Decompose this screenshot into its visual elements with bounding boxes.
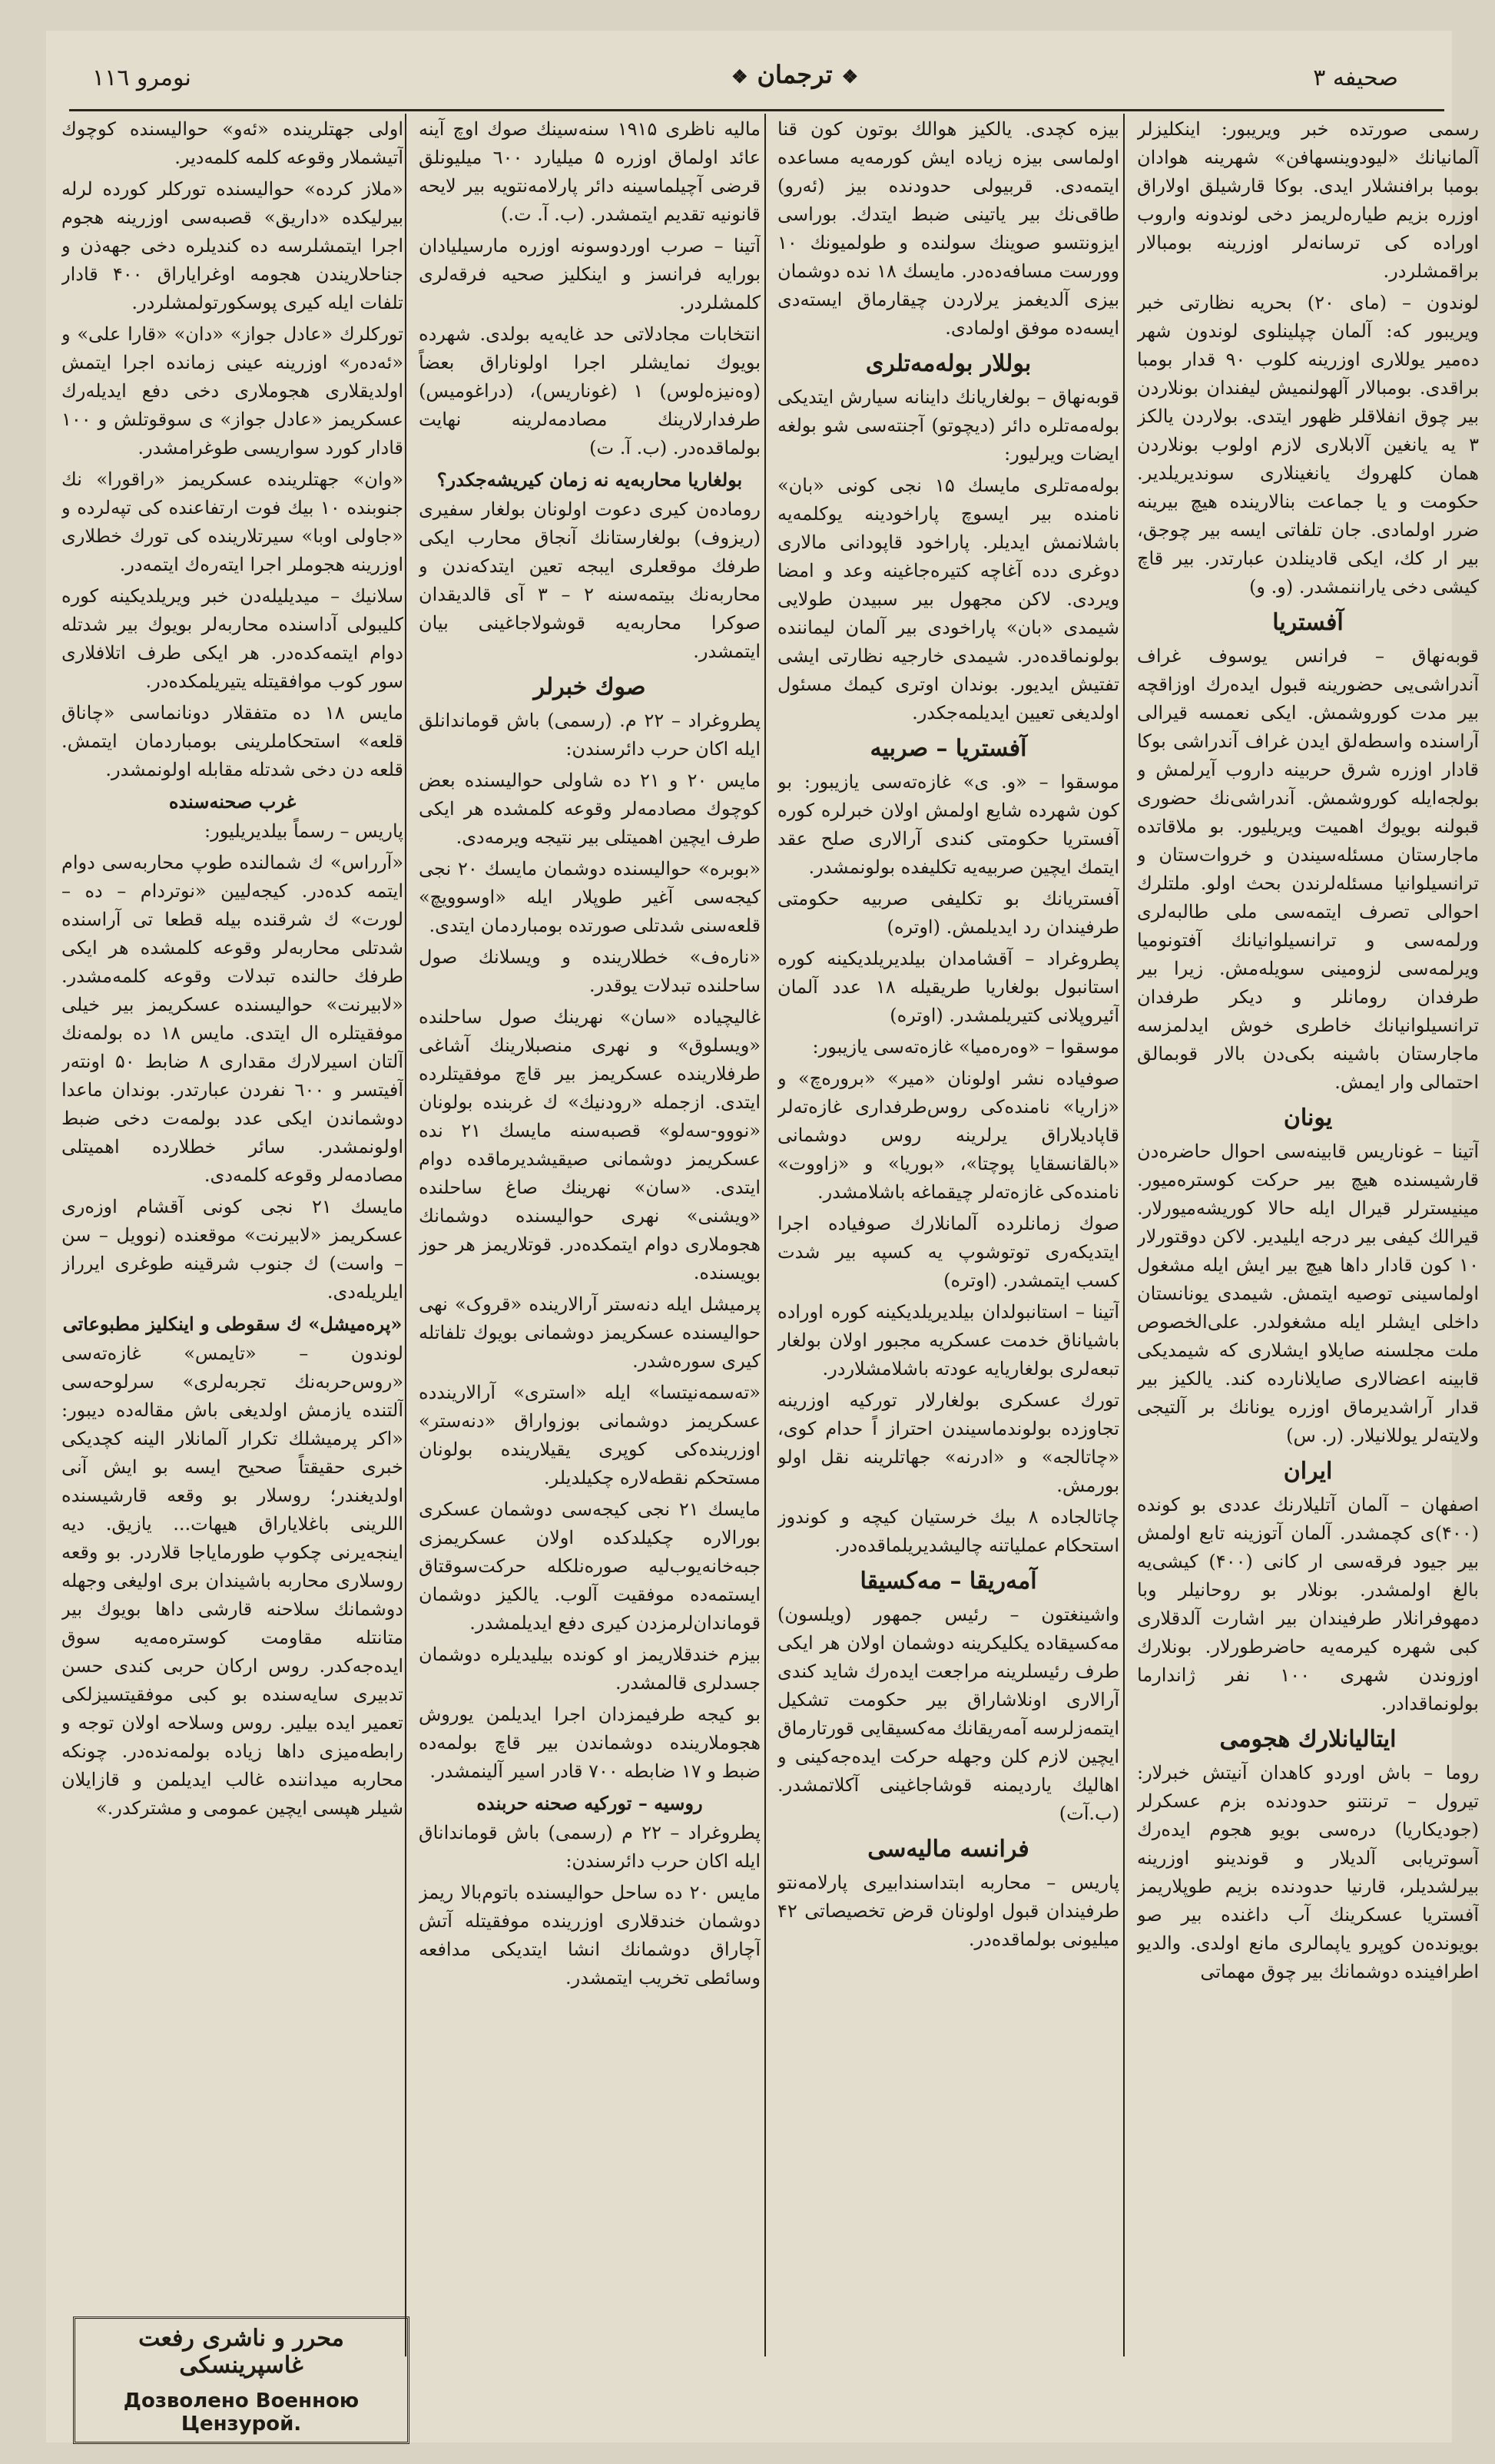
article-paragraph: واشینغتون – رئیس جمهور (ویلسون) مه‌کسیقاده یکلیکرینه دوشمان اولان هر ایکی طرف رئیسلرینه مراجعت ایده‌رك شاید کندی آرالاری اونلاشاراق بیر حکومت تشکیل ایتمه‌زلرسه آمه‌ریقانك مه‌کسیقایی قورتارماق ایچین لازم کلن وجهله حرکت ایده‌جه‌کینی و اهالیك یاردیمنه قوشاجاغینی آکلاتمشدر. (ب.آت) — [777, 1604, 1119, 1824]
article-paragraph: پاریس – رسماً بیلدیریلیور: — [204, 820, 403, 842]
article-paragraph: بو کیجه طرفیمزدان اجرا ایدیلمن یوروش هجوملارینده دوشماندن بیر قاچ بولمه‌ده ضبط و ۱۷ ضابطه ۷۰۰ قادر اسیر آلینمشدر. — [419, 1704, 761, 1782]
article-paragraph: آتینا – صرب اوردوسونه اوزره مارسیلیادان بورایه فرانسز و اینکلیز صحیه فرقه‌لری کلمشلردر. — [419, 235, 761, 313]
column-4 — [61, 115, 403, 2304]
article-paragraph: لوندون – «تایمس» غازه‌ته‌سی «روس‌حربه‌نك تجربه‌لری» سرلوحه‌سی آلتنده یازمش اولدیغی باش مقاله‌ده دیبور: «اکر پرمیشلك تکرار آلمانلار الینه کچدیکی خبری حقیقتاً صحیح ایسه بو ایش آنی اولدیغندر؛ روسلار بو وقعه قارشیسنده اللرینی باغلایاراق هیهات... یازیق. دیه اینجه‌یرنی چکوپ طورمایاجا قلاردر. بو وقعه روسلاری محاربه باشیندان بری اوليغی وجهله دوشمانك سلاحنه قارشی داها بویوك بیر متانتله مقاومت کوستره‌مه‌یه سوق ایده‌جه‌کدر. روس ارکان حربی کندی حسن تدبیری سایه‌سنده بو کبی موفقیتسیزلکی تعمیر ایده بیلیر. روس وسلاحه اولان توجه و رابطه‌میزی داها زیاده بولمه‌نده‌در. چونکه محاربه میداننده غالب ایدیلمن و قازایلان شیلر هپسی ایچین عمومی و مشترکدر.» — [61, 1343, 403, 1819]
article-paragraph: «ناره‌ف» خطلارینده و ویسلانك صول ساحلنده تبدلات یوقدر. — [419, 946, 761, 996]
ornament-icon: ❖ — [731, 65, 748, 88]
article-paragraph: «آرراس» ك شمالنده طوپ محاربه‌سی دوام ایتمه کده‌در. کیجه‌لیین «نوتردام – ده – لورت» ك شرقنده بیله‌ قطعا تی آراسنده شدتلی محاربه‌لر وقوعه کلمشده هر ایکی طرفك حالنده تبدلات وقوعه کلمه‌مشدر. «لابیرنت» حوالیسنده عسکریمز بیر خیلی موفقیتلره ال ایتدی. مایس ۱۸ ده بولمه‌نك آلتان اسیرلارك مقداری ۸ ضابط ۵۰ اونته‌ر آفیتسر و ٦۰۰ نفردن عبارتدر. بوندان ماعدا دوشماندن ایکی عدد بولمه‌ت دخی ضبط اولونمشدر. سائر خطلارده اهمیتلی مصادمه‌لر وقوعه کلمه‌دی. — [61, 852, 403, 1186]
article-paragraph: مالیه ناظری ۱۹۱۵ سنه‌سینك صوك اوچ آینه عائد اولماق اوزره ۵ میلیارد ٦۰۰ میلیونلق قرضی آچیلماسینه دائر پارلامه‌نتویه بیر لایحه قانونیه تقدیم ایتمشدر. (ب. آ. ت.) — [419, 118, 761, 225]
article-paragraph: «ته‌سمه‌نیتسا» ایله «استری» آرالاریندده عسکریمز دوشمانی بوزواراق «دنه‌ستر» اوزرینده‌کی کوپری یقیلارینده بولونان مستحکم نقطه‌لاره چکیلدیلر. — [419, 1382, 761, 1489]
article-heading: آمه‌ریقا – مه‌کسیقا — [860, 1568, 1037, 1595]
article-paragraph: قوبه‌نهاق – بولغاریانك داینانه سیارش ایتدیکی بوله‌مه‌تلره دائر (دیچوتو) آجنته‌سی شو بولغه ایضات ویرلیور: — [777, 386, 1119, 465]
article-paragraph: موسقوا – «وه‌ره‌میا» غازه‌ته‌سی یازیبور: — [812, 1036, 1119, 1058]
article-paragraph: لوندون – (مای ۲۰) بحریه نظارتی خبر ویریبور که: آلمان چپلینلوی لوندون شهر ده‌میر یوللاری اوزرینه کلوب ۹۰ قدار بومبا براقدی. بومبالار آلهولنمیش لیفندان بونلاردن بیر چوق انفلاقلر ظهور ایتدی. بولاردن یالکز ۳ یه یانغین آلابلاری لازم اولوب بونلاردن همان کلهروك یانغینلاری سوندیریلدیر. حکومت و یا جماعت بنالارینده هیچ بیرینه ضرر اولمادی. جان تلفاتی ایسه بیر چوجق، بیر ار کك، ایکی قادینلدن عبارتدر. بیر قاچ کیشی دخی یاراننمشدر. (و. و) — [1137, 292, 1479, 598]
article-paragraph: غالیچیاده «سان» نهرینك صول ساحلنده «ویسلوق» و نهری منصبلارینك آشاغی طرفلارینده عسکریمز بیر قاچ موفقیتلرده ایتدی. ازجمله «رودنیك» ك غربنده بولونان «نووو-سه‌لو» قصبه‌سنه مایسك ۲۱ نده عسکریمز دوشمانی صیقیشدیرماقده دوام ایتدی. «سان» نهرینك صاغ ساحلنده «ویشنی» نهری حواليسنده دوشمانك هجوملاری دوام ایتمکده‌در. قوتلاریمز هر حوز بویسنده. — [419, 1006, 761, 1283]
article-paragraph: روماده‌ن کیری دعوت اولونان بولغار سفیری (ریزوف) بولغارستانك آنجاق محارب ایکی طرفك موقعلری ایبجه تعین ایتدکه‌ندن و محاربه‌نك بیتمه‌سنه ۲ – ۳ آی قالدیقدان صوکرا محاربه‌یه قوشولاجاغینی بیان ایتمشدر. — [419, 498, 761, 662]
issue-number-label: نومرو ۱۱٦ — [92, 65, 191, 91]
header-rule — [69, 109, 1444, 111]
article-paragraph: مایس ۱۸ ده متفقلار دونانماسی «چاناق قلعه» استحکاملرینی بومباردمان ایتمش. قلعه دن دخی شدتله مقابله اولونمشدر. — [61, 702, 403, 780]
article-paragraph: اولی جهتلرینده «ئه‌و» حوالیسنده کوچوك آتیشملار وقوعه کلمه کلمه‌دیر. — [61, 118, 403, 168]
column-divider — [1123, 114, 1125, 2356]
article-heading: «پره‌میشل» ك سقوطی و اینکلیز مطبوعاتی — [62, 1313, 403, 1335]
page-number-label: صحیفه ۳ — [1313, 65, 1398, 91]
article-paragraph: تورك عسکری بولغارلار تورکیه اوزرینه تجاوزده بولوندماسیندن احتراز اً حدام کوی، «چاتالجه» و «ادرنه» جهاتلرینه نقل اولو بورمش. — [777, 1389, 1119, 1496]
article-paragraph: پطروغراد – ۲۲ م. (رسمی) باش قوماندانلق ایله اکان حرب دائرسندن: — [419, 710, 761, 760]
article-heading: آفستریا – صربیه — [870, 735, 1027, 762]
article-heading: بولغاریا محاربه‌یه نه زمان کیریشه‌جکدر؟ — [436, 469, 743, 491]
article-paragraph: پاریس – محاربه ابتداسندابیری پارلامه‌نتو طرفیندان قبول اولونان قرض تخصیصاتی ۴۲ میلیونی بولماقده‌در. — [777, 1872, 1119, 1950]
page-header — [61, 57, 1444, 106]
article-heading: یونان — [1283, 1104, 1333, 1131]
article-heading: ایران — [1283, 1458, 1333, 1485]
article-paragraph: بیزم خندقلاریمز او کونده بیلیدیلره دوشمان جسدلری قالمشدر. — [419, 1644, 761, 1694]
article-heading: صوك خبرلر — [533, 674, 646, 700]
censor-approval-line: Дозволено Военною Цензурой. — [123, 2389, 360, 2436]
article-heading: روسیه – تورکیه صحنه حربنده — [476, 1792, 703, 1814]
article-paragraph: بوله‌مه‌تلری مایسك ۱۵ نجی کونی «بان» نامنده بیر ایسوچ پاراخودینه یوکلمه‌یه باشلانمش ایدیلر. پاراخود قاپودانی مالاری دوغری دده آغاچه کتیره‌جاغینه وعد و امضا ویردی. لاکن مجهول بیر سبیدن طولایی شیمدی «بان» پاراخودی بیر آلمان لیماننده بولونماقده‌در. شیمدی خارجیه نظارتی ایشی تفتیش ایدیور. بوندان اوتری کیمك مسئول اولدیغی تعیین ایدیلمه‌جکدر. — [777, 475, 1119, 724]
imprint-box — [73, 2317, 409, 2444]
article-paragraph: روما – باش اوردو کاهدان آنیتش خبرلار: تیرول – ترنتنو حدودنده بزم عسکرلر (جودیکاریا) دره‌سی بویو هجوم ایده‌رك آسوتریابی آلدیلار و قوندینو اوزرینه بیرلشدیلر، قارنیا حدودنده بزیم طوپلاریمز آفستریا عسکرینك آب داغنده بیر صو بویونده‌ن کوپرو یاپمالری مانع اولدی. والدیو اطرافینده دوشمانك بیر چوق مهماتی — [1137, 1762, 1479, 1982]
article-paragraph: آفستریانك بو تکلیفی صربیه حکومتی طرفیندان رد ایدیلمش. (اوتره) — [777, 888, 1119, 938]
article-paragraph: مایسك ۲۱ نجی کونی آقشام اوزه‌ری عسکریمز «لابیرنت» موقعنده (نوویل – سن – واست) ك جنوب شرقینه طوغری ایرراز ایلریله‌دی. — [61, 1196, 403, 1303]
column-3 — [419, 115, 761, 2358]
article-heading: غرب صحنه‌سنده — [168, 790, 297, 813]
article-paragraph: «بوبره» حوالیسنده دوشمان مایسك ۲۰ نجی کیجه‌سی آغیر طوپلار ایله «اوسوویچ» قلعه‌سنی شدتلی صورتده بومباردمان ایتدی. — [419, 858, 761, 936]
ornament-icon: ❖ — [841, 65, 859, 88]
article-paragraph: اصفهان – آلمان آتلیلارنك عددی بو کونده (۴۰۰)ی کچمشدر. آلمان آتوزینه تابع اولمش بیر جیود فرقه‌سی ار کانی (۴۰۰) کیشی‌یه بالغ اولمشدر. بونلار بو روحانیلر وبا دمهوفرانلار طرفیندان بیر اشارت آلدقلاری کبی شهره کیرمه‌یه حاضرطورلار. بونلارك اوزوندن شهری ۱۰۰ نفر ژاندارما بولونماقدادر. — [1137, 1494, 1479, 1714]
article-heading: ایتالیانلارك هجومی — [1219, 1726, 1397, 1753]
article-paragraph: چاتالجاده ۸ بیك خرستیان کیچه و کوندوز استحکام عملیاتنه چالیشدیریلماقده‌در. — [777, 1506, 1119, 1556]
article-paragraph: آتینا – استانبولدان بیلدیریلدیکینه کوره اوراده باشیاناق خدمت عسکریه مجبور اولان بولغار تبعه‌لری بولغاریایه عودته باشلامشلاردر. — [777, 1301, 1119, 1379]
article-paragraph: موسقوا – «و. ی» غازه‌ته‌سی یازیبور: بو کون شهرده شایع اولمش اولان خبرلره کوره آفستریا حکومتی کندی آرالاری صلح عقد ایتمك ایچین صربیه‌یه تکلیفده بولونمشدر. — [777, 771, 1119, 878]
article-paragraph: صوك زمانلرده آلمانلارك صوفیاده اجرا ایتدیکه‌ری توتوشوپ یه کسپه بیر شدت کسب ایتمشدر. (اوتره) — [777, 1213, 1119, 1291]
article-paragraph: پطروغراد – آقشامدان بیلدیریلدیکینه کوره استانبول بولغاریا طریقیله ۱۸ عدد آلمان آئیروپلانی کتیریلمشدر. (اوتره) — [777, 948, 1119, 1026]
article-paragraph: سلانیك – میدیلیله‌دن خبر ویریلدیکینه کوره کلیبولی آداسنده محاربه‌لر بویوك بیر شدتله دوام ایتمه‌کده‌در. هر ایکی طرف اتلافلاری سور کوب موافقیتله یتیریلمکده‌در. — [61, 585, 403, 692]
article-paragraph: مایس ۲۰ و ۲۱ ده شاولی حوالیسنده بعض کوچوك مصادمه‌لر وقوعه کلمشده هر ایکی طرف ایچین اهمیتلی بیر نتیجه ویرمه‌دی. — [419, 770, 761, 848]
article-paragraph: تورکلرك «عادل جواز» «دان» «قارا علی» و «ئه‌ده‌ر» اوزرینه عینی زمانده اجرا ایتمش اولدیقلاری هجوملاری دخی دفع ایدیله‌رك عسکریمز «عادل جواز» ی سوقوتلش و ۱۰۰ قادار کورد سواریسی طوغرامشدر. — [61, 323, 403, 459]
article-paragraph: مایسك ۲۱ نجی کیجه‌سی دوشمان عسکری بورالاره چکیلدکده اولان عسکریمزی جبه‌خانه‌یوب‌لیه صوره‌نلکله حرکت‌سوقتاق ایستمه‌ده موفقیت آلوب. یالکیز دوشمان قوماندان‌لرمزدن کیری دفع ایدیلمشدر. — [419, 1499, 761, 1634]
article-paragraph: رسمی صورتده خبر ویریبور: اینکلیزلر آلمانیانك «لیودوینسهافن» شهرینه هوادان بومبا برافنشلار ایدی. بوکا قارشیلق اولاراق اوزره بزیم طیاره‌لریمز دخی لوندونه واروب اوراده کی ترسانه‌لر اوزرینه بومبالار براقمشلردر. — [1137, 118, 1479, 282]
masthead-title: ❖ترجمان❖ — [731, 60, 859, 89]
article-heading: بوللار بوله‌مه‌تلری — [865, 350, 1032, 377]
column-divider — [764, 114, 766, 2356]
article-paragraph: صوفیاده نشر اولونان «میر» «بروره‌چ» و «زاریا» نامنده‌کی روس‌طرفداری غازه‌ته‌لر قاپادیلاراق یرلرینه روس دوشمانی «بالقانسقایا پوچتا»، «بوریا» و «زاووت» نامنده‌کی غازه‌ته‌لر چیقماغه باشلامشدر. — [777, 1068, 1119, 1203]
article-paragraph: پطروغراد – ۲۲ م (رسمی) باش قومانداناق ایله اکان حرب دائرسندن: — [419, 1822, 761, 1872]
article-paragraph: «ملاز کرده» حوالیسنده تورکلر کورده لرله بیرلیکده «داریق» قصبه‌سی اوزرینه هجوم اجرا ایتمشلرسه ده کندیلره دخی جهه‌ذن و جناحلاریندن هجومه اوغرایاراق ۴۰۰ قادار تلفات ایله کیری پوسکورتولمشلردر. — [61, 178, 403, 313]
article-paragraph: مایس ۲۰ ده ساحل حوالیسنده باتوم‌بالا ریمز دوشمان خندقلاری اوزرینده موفقیتله آتش آچاراق دوشمانك انشا ایتدیکی مدافعه وسائطی تخریب ایتمشدر. — [419, 1882, 761, 1989]
article-paragraph: بیزه کچدی. یالکیز هوالك بوتون کون قنا اولماسی بیزه زیاده ایش کورمه‌یه مساعده ایتمه‌دی. قربیولی حدودنده بیز (ئه‌رو) طاقی‌نك بیر یاتینی ضبط ایتدك. بوراسی ایزونتسو صوینك سولنده و طولمیونك ۱۰ وورست مسافه‌ده‌در. مایسك ۱۸ نده دوشمان بیزی آلدیغمز یرلاردن چیقارماق ایسته‌دی ایسه‌ده موفق اولمادی. — [777, 118, 1119, 339]
article-paragraph: انتخابات مجادلاتی حد غایه‌یه بولدی. شهرده بویوك نمایشلر اجرا اولوناراق بعضاً (وه‌نیزه‌لوس) ۱ (غوناریس)، (دراغومیس) طرفدارلارینك مصادمه‌لرینه نهایت بولماقده‌در. (ب. آ. ت) — [419, 323, 761, 459]
column-1 — [1137, 115, 1479, 2358]
editor-publisher-line: محرر و ناشری رفعت غاسپرینسکی — [138, 2325, 344, 2379]
article-paragraph: «وان» جهتلرینده عسکریمز «راقورا» نك جنوبنده ۱۰ بیك فوت ارتفاعنده کی تپه‌لرده و «جاولی اوبا» سیرتلارینده کی تورك خطلاری اوزرینه هجوملر اجرا ایته‌ره‌ك ایتمه‌در. — [61, 469, 403, 575]
article-heading: آفستریا — [1272, 609, 1344, 636]
column-divider — [405, 114, 406, 2356]
article-heading: فرانسه مالیه‌سی — [867, 1836, 1029, 1863]
column-2 — [777, 115, 1119, 2358]
article-paragraph: آتینا – غوناریس قابینه‌سی احوال حاضره‌دن قارشیسنده هیچ بیر حرکت کوستره‌میور. مینیسترلر قیرال ایله حالا کوریشه‌میورلار. قیرالك کیفی بیر درجه ایلیدیر. لاکن دوقتورلار ۱۰ کون قادار داها هیچ بیر ایش ایله مشغول اولماسینی توصیه ایتمش. شیمدی یونانستان داخلی ایشلر ایله مشغولدر. علی‌الخصوص ملت مجلسنه صایلاو ایشلاری که شیمدیکی قابینه اعضالاری صایلانارده کند. یالکیز بیر قدار آراشدیرماق اوزره یونانك بر آلتیجی ولایته‌لر یوللانیلار. (ر. س) — [1137, 1141, 1479, 1446]
article-paragraph: پرمیشل ایله دنه‌ستر آرالارینده «قروک» نهی حوالیسنده عسکریمز دوشمانی بویوك تلفاتله کیری سوره‌شدر. — [419, 1293, 761, 1372]
article-paragraph: قوبه‌نهاق – فرانس یوسوف غراف آندراشی‌یی حضورینه قبول ایده‌رك اوزاقچه بیر مدت کوروشمش. ایکی نعمسه قیرالی آراسنده واسطه‌لق ایدن غراف آندراشی بوکا قادار اوزره شرق حربینه داروب آیرلمش و بولجه‌ایله کوروشمش. آندراشی‌نك حضوری قبولنه بویوك اهمیت ویریلیور. بو ملاقاتده ماجارستان مسئله‌سیندن و خروات‌ستان و ترانسیلوانیا مسئله‌لرندن بحث اولو. ملتلرك احوالی تصرف ایتمه‌سی ملی طالبه‌لری ورلمه‌سی و ترانسیلوانیانك آفتونومیا ویرلمه‌سی لزومینی سویله‌مش. زیرا بیر طرفدان رومانلر و دیکر طرفدان ترانسیلوانیانك خاطری خوش ایدلمزسه ماجارستان باشینه بکی‌دن بالار قوبمالق احتمالی وار ایمش. — [1137, 645, 1479, 1093]
